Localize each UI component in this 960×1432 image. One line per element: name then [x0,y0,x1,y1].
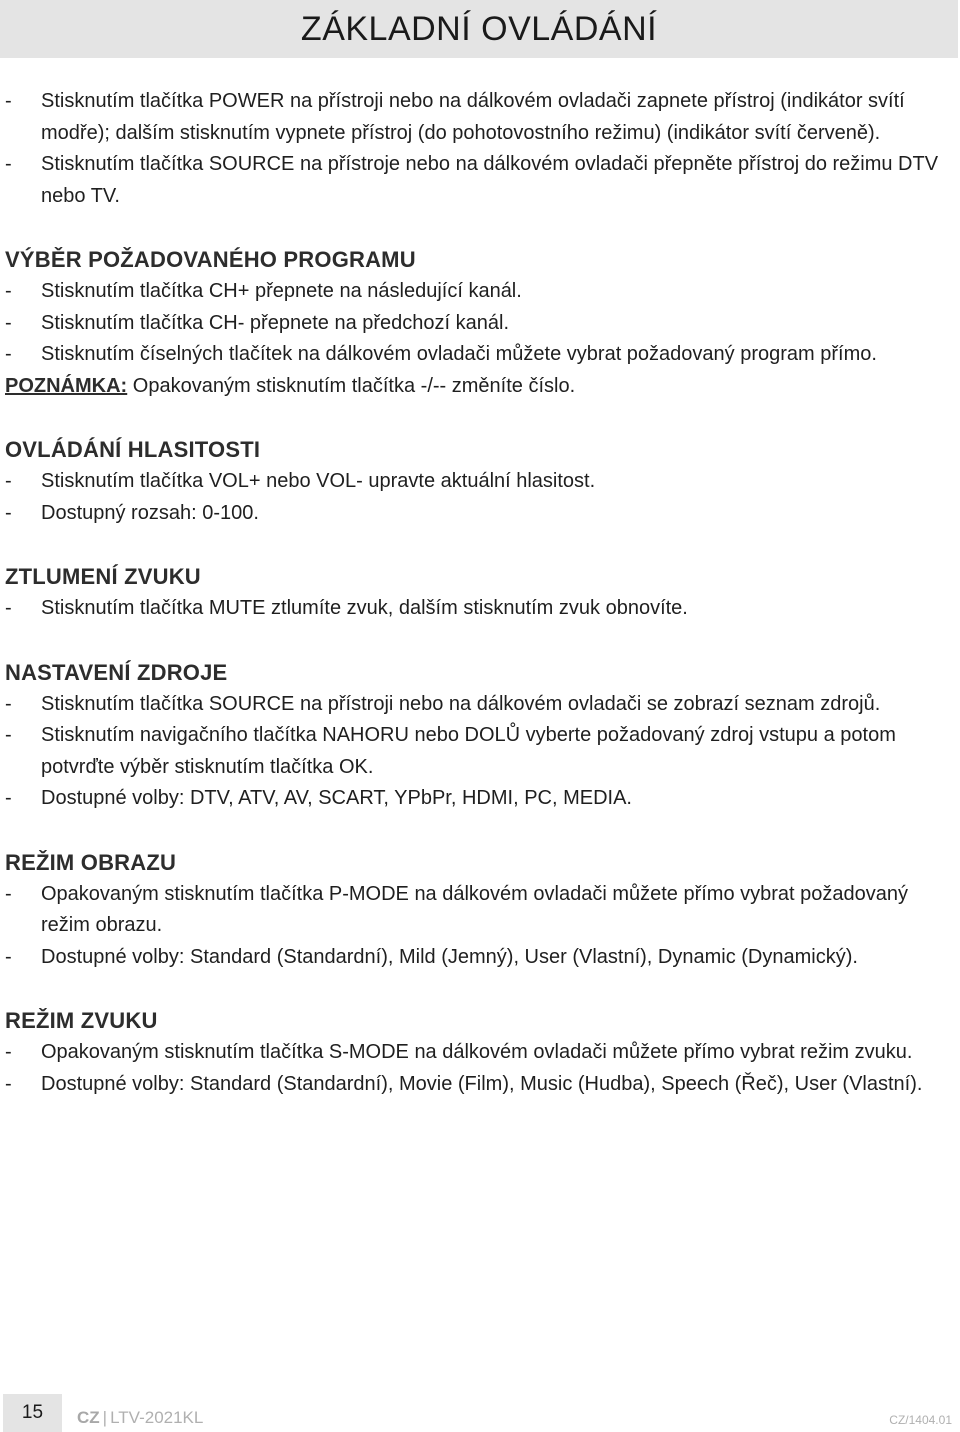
list-item: - Stisknutím tlačítka MUTE ztlumíte zvuk, dalším stisknutím zvuk obnovíte. [5,597,688,619]
section-sound-mode [5,1004,955,1100]
list-item: - Dostupný rozsah: 0-100. [5,501,259,524]
section-heading: VÝBĚR POŽADOVANÉHO PROGRAMU [5,247,416,272]
section-mute [5,560,955,625]
section-heading: OVLÁDÁNÍ HLASITOSTI [5,437,261,462]
list-item: - Stisknutím tlačítka VOL+ nebo VOL- upravte aktuální hlasitost. [5,470,596,492]
page-title-bar [0,0,958,58]
footer-separator: | [102,1408,108,1427]
note-text: Opakovaným stisknutím tlačítka -/-- změníte číslo. [127,374,576,397]
footer-doc-code: CZ/1404.01 [889,1413,952,1427]
section-volume [5,433,955,529]
note [5,371,955,403]
page-title: ZÁKLADNÍ OVLÁDÁNÍ [300,9,658,48]
list-item: - Stisknutím tlačítka CH- přepnete na předchozí kanál. [5,311,510,334]
list-item: - Opakovaným stisknutím tlačítka P-MODE na dálkovém ovladači můžete přímo vybrat požadovaný režim obrazu. [5,882,909,936]
list-item: - Dostupné volby: Standard (Standardní), Movie (Film), Music (Hudba), Speech (Řeč), User (Vlastní). [5,1072,923,1095]
list-item: - Dostupné volby: Standard (Standardní), Mild (Jemný), User (Vlastní), Dynamic (Dynamický). [5,945,858,968]
list-item: - Stisknutím navigačního tlačítka NAHORU nebo DOLŮ vyberte požadovaný zdroj vstupu a potom potvrďte výběr stisknutím tlačítka OK. [5,724,896,778]
footer-model-name: LTV-2021KL [110,1408,204,1427]
section-heading: REŽIM ZVUKU [5,1008,158,1033]
list-item: - Stisknutím tlačítka CH+ přepnete na následující kanál. [5,280,522,302]
page-number: 15 [21,1402,44,1423]
section-heading: NASTAVENÍ ZDROJE [5,659,228,685]
page-number-badge [3,1394,62,1432]
note-label: POZNÁMKA: [5,374,128,397]
list-item: - Stisknutím tlačítka POWER na přístroji nebo na dálkovém ovladači zapnete přístroj (indikátor svítí modře); dalším stisknutím vypnete přístroj (do pohotovostního režimu) (indikátor svítí červeně). [5,90,905,144]
footer-model [77,1408,203,1428]
document-body [5,86,955,1131]
list-item: - Dostupné volby: DTV, ATV, AV, SCART, YPbPr, HDMI, PC, MEDIA. [5,787,632,809]
section-program-selection [5,243,955,402]
section-picture-mode [5,846,955,974]
section-intro [5,86,955,212]
section-source [5,656,955,815]
list-item: - Opakovaným stisknutím tlačítka S-MODE na dálkovém ovladači můžete přímo vybrat režim zvuku. [5,1041,913,1063]
section-heading: REŽIM OBRAZU [5,849,177,875]
section-heading: ZTLUMENÍ ZVUKU [5,564,201,589]
footer-lang: CZ [77,1408,100,1427]
list-item: - Stisknutím číselných tlačítek na dálkovém ovladači můžete vybrat požadovaný program přímo. [5,343,877,365]
list-item: - Stisknutím tlačítka SOURCE na přístroje nebo na dálkovém ovladači přepněte přístroj do režimu DTV nebo TV. [5,153,939,207]
list-item: - Stisknutím tlačítka SOURCE na přístroji nebo na dálkovém ovladači se zobrazí seznam zdrojů. [5,692,881,715]
